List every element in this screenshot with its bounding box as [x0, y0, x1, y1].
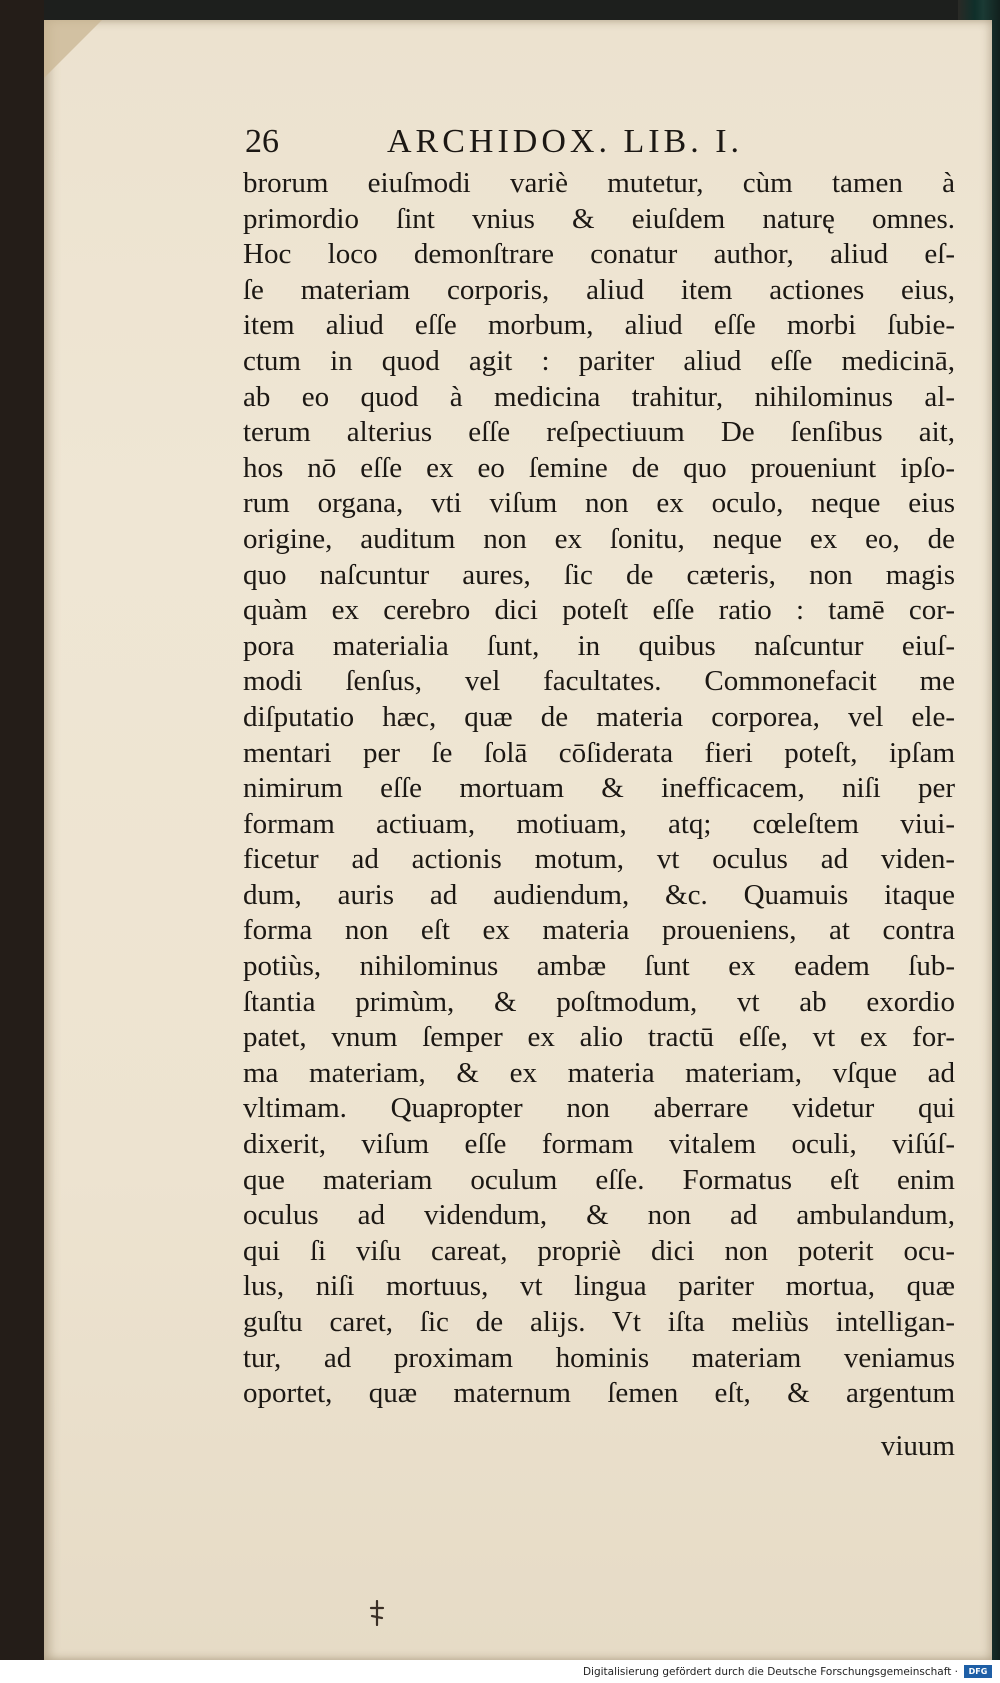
text-line: quo naſcuntur aures, ſic de cæteris, non magis	[243, 558, 955, 591]
text-line: qui ſi viſu careat, propriè dici non poterit ocu-	[243, 1234, 955, 1267]
text-line: brorum eiuſmodi variè mutetur, cùm tamen à	[243, 167, 955, 199]
text-line: guſtu caret, ſic de alijs. Vt iſta meliùs intelligan-	[243, 1306, 955, 1338]
text-line: origine, auditum non ex ſonitu, neque ex eo, de	[243, 522, 955, 555]
text-line: ſe materiam corporis, aliud item actiones eius,	[243, 273, 955, 306]
ink-mark-icon	[368, 1600, 386, 1626]
digitization-credit: Digitalisierung gefördert durch die Deutsche Forschungsgemeinschaft ·	[582, 1666, 958, 1678]
text-line: pora materialia ſunt, in quibus naſcuntur eiuſ-	[243, 629, 955, 662]
text-line: oculus ad videndum, & non ad ambulandum,	[243, 1199, 955, 1232]
text-line: oportet, quæ maternum ſemen eſt, & argentum	[243, 1377, 955, 1410]
text-line: modi ſenſus, vel facultates. Commonefacit me	[243, 665, 955, 698]
dfg-logo-icon: DFG	[964, 1665, 992, 1678]
text-line: ſtantia primùm, & poſtmodum, vt ab exordio	[243, 985, 955, 1018]
text-line: formam actiuam, motiuam, atq; cœleſtem viui-	[243, 807, 955, 840]
text-line: hos nō eſſe ex eo ſemine de quo proueniunt ipſo-	[243, 451, 955, 484]
running-head: ARCHIDOX. LIB. I.	[387, 123, 744, 160]
text-line: patet, vnum ſemper ex alio tractū eſſe, vt ex for-	[243, 1021, 955, 1054]
text-line: vltimam. Quapropter non aberrare videtur qui	[243, 1092, 955, 1125]
text-line: mentari per ſe ſolā cōſiderata fieri poteſt, ipſam	[243, 736, 955, 769]
text-line: dixerit, viſum eſſe formam vitalem oculi, viſúſ-	[243, 1128, 955, 1161]
text-line: ctum in quod agit : pariter aliud eſſe medicinā,	[243, 344, 955, 377]
text-line: ficetur ad actionis motum, vt oculus ad viden-	[243, 843, 955, 876]
text-line: tur, ad proximam hominis materiam veniamus	[243, 1341, 955, 1374]
text-line: quàm ex cerebro dici poteſt eſſe ratio : tamē cor-	[243, 594, 955, 627]
text-line: Hoc loco demonſtrare conatur author, aliud eſ-	[243, 238, 955, 271]
text-line: ab eo quod à medicina trahitur, nihilominus al-	[243, 380, 955, 413]
text-line: que materiam oculum eſſe. Formatus eſt enim	[243, 1163, 955, 1196]
text-line: ma materiam, & ex materia materiam, vſque ad	[243, 1056, 955, 1089]
text-line: terum alterius eſſe reſpectiuum De ſenſibus ait,	[243, 416, 955, 449]
text-line: rum organa, vti viſum non ex oculo, neque eius	[243, 487, 955, 520]
page-header	[245, 118, 965, 166]
text-line: potiùs, nihilominus ambæ ſunt ex eadem ſub-	[243, 950, 955, 983]
text-line: item aliud eſſe morbum, aliud eſſe morbi ſubie-	[243, 309, 955, 342]
text-line: primordio ſint vnius & eiuſdem naturę omnes.	[243, 202, 955, 235]
text-line: forma non eſt ex materia proueniens, at contra	[243, 914, 955, 947]
catchword: viuum	[880, 1430, 955, 1462]
text-line: nimirum eſſe mortuam & inefficacem, niſi per	[243, 772, 955, 805]
binding-edge	[0, 0, 44, 1660]
text-line: lus, niſi mortuus, vt lingua pariter mortua, quæ	[243, 1270, 955, 1303]
text-line: dum, auris ad audiendum, &c. Quamuis itaque	[243, 878, 955, 911]
text-line: diſputatio hæc, quæ de materia corporea, vel ele-	[243, 700, 955, 733]
page-number: 26	[245, 123, 279, 160]
body-text	[243, 166, 955, 1412]
page-corner-fold	[44, 20, 102, 78]
